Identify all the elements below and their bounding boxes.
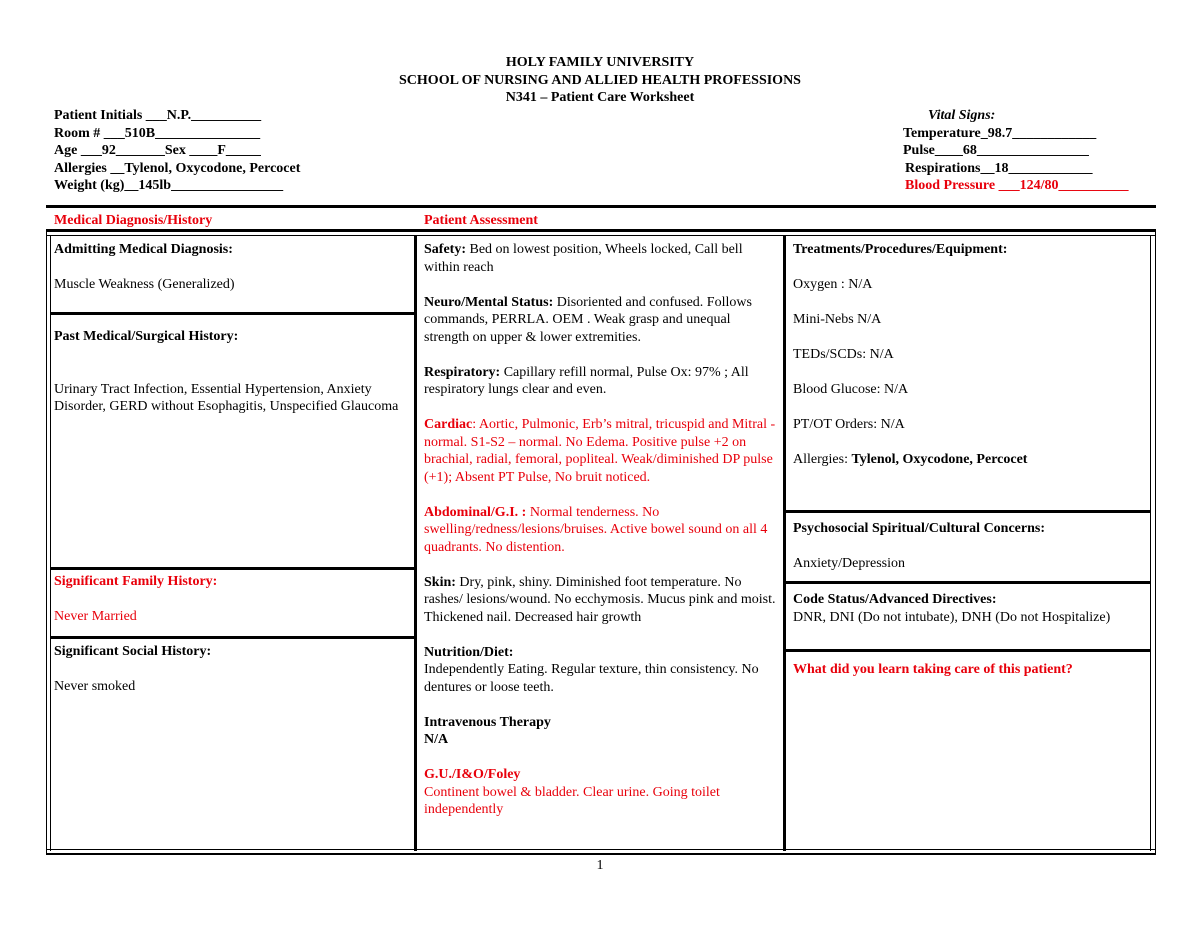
medical-history-header: Medical Diagnosis/History (54, 213, 213, 228)
psychosocial-value: Anxiety/Depression (793, 556, 905, 571)
patient-assessment-header: Patient Assessment (424, 213, 538, 228)
neuro-label: Neuro/Mental Status: (424, 294, 554, 310)
cardiac-section (424, 416, 776, 486)
cardiac-label: Cardiac (424, 417, 473, 432)
column-divider-right (783, 235, 786, 851)
treatments-title: Treatments/Procedures/Equipment: (793, 242, 1008, 257)
age-sex-field: Age ___92_______Sex ____F_____ (54, 143, 261, 158)
left-row-divider (51, 312, 414, 315)
header-divider (46, 205, 1156, 208)
abdominal-label: Abdominal/G.I. : (424, 504, 527, 520)
psychosocial-cell (793, 520, 1145, 573)
family-history-value: Never Married (54, 609, 137, 624)
learning-cell (793, 661, 1145, 679)
gu-title: G.U./I&O/Foley (424, 767, 521, 782)
abdominal-section (424, 504, 776, 557)
university-name: HOLY FAMILY UNIVERSITY (505, 55, 695, 70)
worksheet-title: N341 – Patient Care Worksheet (505, 90, 695, 105)
safety-text: Bed on lowest position, Wheels locked, Call bell within reach (424, 242, 743, 275)
code-status-value: DNR, DNI (Do not intubate), DNH (Do not Hospitalize) (793, 609, 1111, 625)
admitting-diagnosis-title: Admitting Medical Diagnosis: (54, 242, 233, 257)
table-top-border-inner (46, 235, 1156, 236)
patient-initials-field: Patient Initials ___N.P.__________ (54, 108, 262, 123)
right-row-divider (786, 510, 1150, 513)
left-row-divider (51, 636, 414, 639)
left-row-divider (51, 567, 414, 570)
psychosocial-title: Psychosocial Spiritual/Cultural Concerns: (793, 521, 1046, 536)
iv-therapy-value: N/A (424, 732, 449, 747)
page-number: 1 (596, 858, 604, 873)
table-top-border (46, 229, 1156, 232)
code-status-cell (793, 591, 1149, 626)
teds-scds-item: TEDs/SCDs: N/A (793, 347, 894, 362)
code-status-title: Code Status/Advanced Directives: (793, 592, 997, 607)
right-row-divider (786, 581, 1150, 584)
learning-title: What did you learn taking care of this patient? (793, 662, 1073, 677)
respiratory-section (424, 364, 776, 399)
allergies-item (793, 451, 1145, 469)
allergies-item-value: Tylenol, Oxycodone, Percocet (851, 452, 1028, 467)
table-left-border (46, 229, 47, 855)
table-right-border-inner (1150, 235, 1151, 851)
mini-nebs-item: Mini-Nebs N/A (793, 312, 882, 327)
past-history-value: Urinary Tract Infection, Essential Hypertension, Anxiety Disorder, GERD without Esophagitis, Unspecified Glaucoma (54, 381, 399, 414)
table-right-border (1155, 229, 1156, 855)
allergies-item-label: Allergies: (793, 452, 852, 467)
pt-ot-orders-item: PT/OT Orders: N/A (793, 417, 905, 432)
skin-text: Dry, pink, shiny. Diminished foot temperature. No rashes/ lesions/wound. No ecchymosis. Mucus pink and moist. Thickened nail. Decreased hair growth (424, 574, 776, 625)
gu-text: Continent bowel & bladder. Clear urine. Going toilet independently (424, 784, 720, 817)
oxygen-item: Oxygen : N/A (793, 277, 873, 292)
abdominal-text: Normal tenderness. No swelling/redness/lesions/bruises. Active bowel sound on all 4 quadrants. No distention. (424, 504, 768, 555)
table-bottom-border (46, 853, 1156, 855)
respirations-field: Respirations__18____________ (905, 160, 1093, 176)
cardiac-text: : Aortic, Pulmonic, Erb’s mitral, tricuspid and Mitral -normal. S1-S2 – normal. No Edema. Positive pulse +2 on brachial, radial, femoral, popliteal. Weak/diminished DP pulse (+1); Absent PT Pulse, No bruit noticed. (424, 417, 776, 485)
blood-glucose-item: Blood Glucose: N/A (793, 382, 909, 397)
skin-label: Skin: (424, 574, 456, 590)
admitting-diagnosis-value: Muscle Weakness (Generalized) (54, 277, 235, 292)
iv-therapy-title: Intravenous Therapy (424, 714, 551, 730)
social-history-value: Never smoked (54, 679, 136, 694)
nutrition-title: Nutrition/Diet: (424, 644, 514, 660)
safety-label: Safety: (424, 242, 466, 257)
table-bottom-border-inner (46, 849, 1156, 850)
admitting-diagnosis-cell (54, 241, 409, 294)
room-number-field: Room # ___510B_______________ (54, 125, 261, 141)
school-name: SCHOOL OF NURSING AND ALLIED HEALTH PROFESSIONS (399, 72, 801, 88)
right-row-divider (786, 649, 1150, 652)
column-divider-left (414, 235, 417, 851)
vital-signs-title: Vital Signs: (928, 108, 996, 123)
pulse-field: Pulse____68________________ (903, 143, 1089, 158)
social-history-title: Significant Social History: (54, 644, 212, 659)
treatments-cell (793, 241, 1145, 469)
nutrition-text: Independently Eating. Regular texture, thin consistency. No dentures or loose teeth. (424, 662, 759, 695)
skin-section (424, 574, 776, 627)
weight-field: Weight (kg)__145lb________________ (54, 178, 284, 193)
safety-section (424, 241, 776, 276)
respiratory-text: Capillary refill normal, Pulse Ox: 97% ; All respiratory lungs clear and even. (424, 364, 749, 397)
past-history-title: Past Medical/Surgical History: (54, 329, 239, 344)
social-history-cell (54, 643, 409, 696)
allergies-field: Allergies __Tylenol, Oxycodone, Percocet (54, 160, 301, 176)
neuro-section (424, 294, 776, 347)
blood-pressure-field: Blood Pressure ___124/80__________ (905, 178, 1129, 193)
assessment-cell (424, 241, 776, 819)
table-left-border-inner (50, 235, 51, 851)
family-history-title: Significant Family History: (54, 574, 218, 589)
temperature-field: Temperature_98.7____________ (903, 125, 1097, 141)
family-history-cell (54, 573, 409, 626)
past-history-cell (54, 328, 409, 416)
neuro-text: Disoriented and confused. Follows commands, PERRLA. OEM . Weak grasp and unequal strength on upper & lower extremities. (424, 294, 752, 345)
respiratory-label: Respiratory: (424, 364, 501, 380)
